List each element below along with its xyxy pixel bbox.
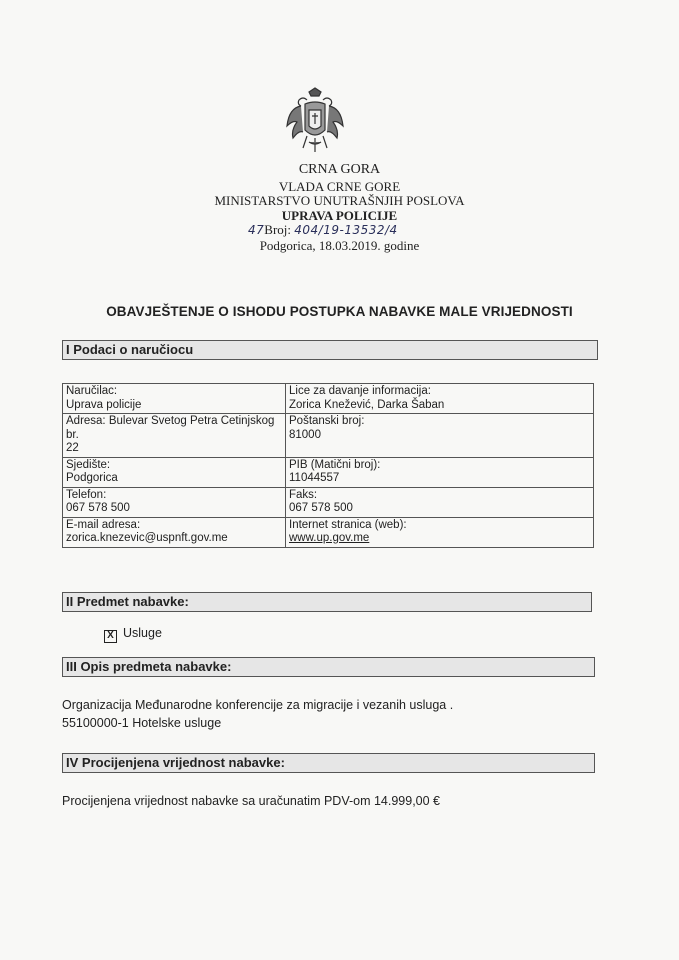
document-number	[248, 222, 398, 238]
cell-value: 11044557	[289, 472, 340, 484]
services-checkbox[interactable]: X	[104, 630, 117, 643]
cell-value: 81000	[289, 428, 321, 441]
table-row	[63, 517, 594, 547]
table-cell	[63, 457, 286, 487]
cell-label: Faks:	[289, 488, 318, 501]
header-government: VLADA CRNE GORE	[278, 179, 401, 194]
table-cell	[63, 517, 286, 547]
section-1-heading-text: I Podaci o naručiocu	[66, 342, 194, 357]
table-cell	[63, 384, 286, 414]
cell-label: Sjedište:	[66, 458, 111, 471]
header-ministry: MINISTARSTVO UNUTRAŠNJIH POSLOVA	[214, 193, 465, 208]
table-cell	[286, 457, 594, 487]
table-row	[63, 384, 594, 414]
cell-label: Naručilac:	[66, 385, 118, 397]
section-2-heading	[62, 592, 592, 612]
header-country: CRNA GORA	[298, 162, 381, 177]
cell-value: 067 578 500	[289, 502, 353, 514]
broj-prefix: 47	[248, 223, 265, 237]
section-4-heading	[62, 753, 595, 773]
table-row	[63, 487, 594, 517]
table-row	[63, 414, 594, 458]
section-4-heading-text: IV Procijenjena vrijednost nabavke:	[66, 755, 285, 770]
document-title: OBAVJEŠTENJE O ISHODU POSTUPKA NABAVKE MALE VRIJEDNOSTI	[106, 304, 573, 319]
table-cell	[63, 487, 286, 517]
cell-value: 067 578 500	[66, 502, 130, 514]
cell-label: Adresa: Bulevar Svetog Petra Cetinjskog br.	[66, 415, 275, 441]
broj-handwritten: 404/19-13532/4	[294, 223, 398, 237]
table-cell	[286, 487, 594, 517]
coat-of-arms-icon	[285, 86, 345, 158]
cell-value: Zorica Knežević, Darka Šaban	[289, 398, 445, 411]
section-2-heading-text: II Predmet nabavke:	[66, 594, 189, 609]
cell-label: Lice za davanje informacija:	[289, 385, 431, 397]
table-cell	[286, 517, 594, 547]
section-3-heading	[62, 657, 595, 677]
cell-value: Uprava policije	[66, 398, 142, 411]
email-value: zorica.knezevic@uspnft.gov.me	[66, 532, 228, 544]
section-3-heading-text: III Opis predmeta nabavke:	[66, 659, 232, 674]
cell-value: Podgorica	[66, 472, 118, 484]
table-cell	[63, 414, 286, 458]
description-line-2: 55100000-1 Hotelske usluge	[62, 716, 222, 730]
cell-label: Telefon:	[66, 488, 107, 501]
header-department: UPRAVA POLICIJE	[281, 208, 398, 223]
website-link[interactable]: www.up.gov.me	[289, 532, 370, 544]
cell-label: Poštanski broj:	[289, 415, 365, 427]
description-line-1: Organizacija Međunarodne konferencije za migracije i vezanih usluga .	[62, 698, 454, 712]
header-place-date: Podgorica, 18.03.2019. godine	[259, 238, 420, 253]
services-checkbox-label: Usluge	[123, 626, 162, 640]
cell-label: Internet stranica (web):	[289, 518, 407, 531]
table-cell	[286, 384, 594, 414]
section-1-heading	[62, 340, 598, 360]
cell-label: PIB (Matični broj):	[289, 458, 381, 471]
cell-label: E-mail adresa:	[66, 518, 141, 531]
table-row	[63, 457, 594, 487]
estimated-value-text: Procijenjena vrijednost nabavke sa uračunatim PDV-om 14.999,00 €	[62, 794, 440, 808]
table-cell	[286, 414, 594, 458]
cell-value: 22	[66, 442, 79, 454]
broj-label: Broj:	[264, 222, 292, 237]
contracting-authority-table	[62, 383, 594, 548]
services-checkbox-row	[104, 626, 162, 643]
